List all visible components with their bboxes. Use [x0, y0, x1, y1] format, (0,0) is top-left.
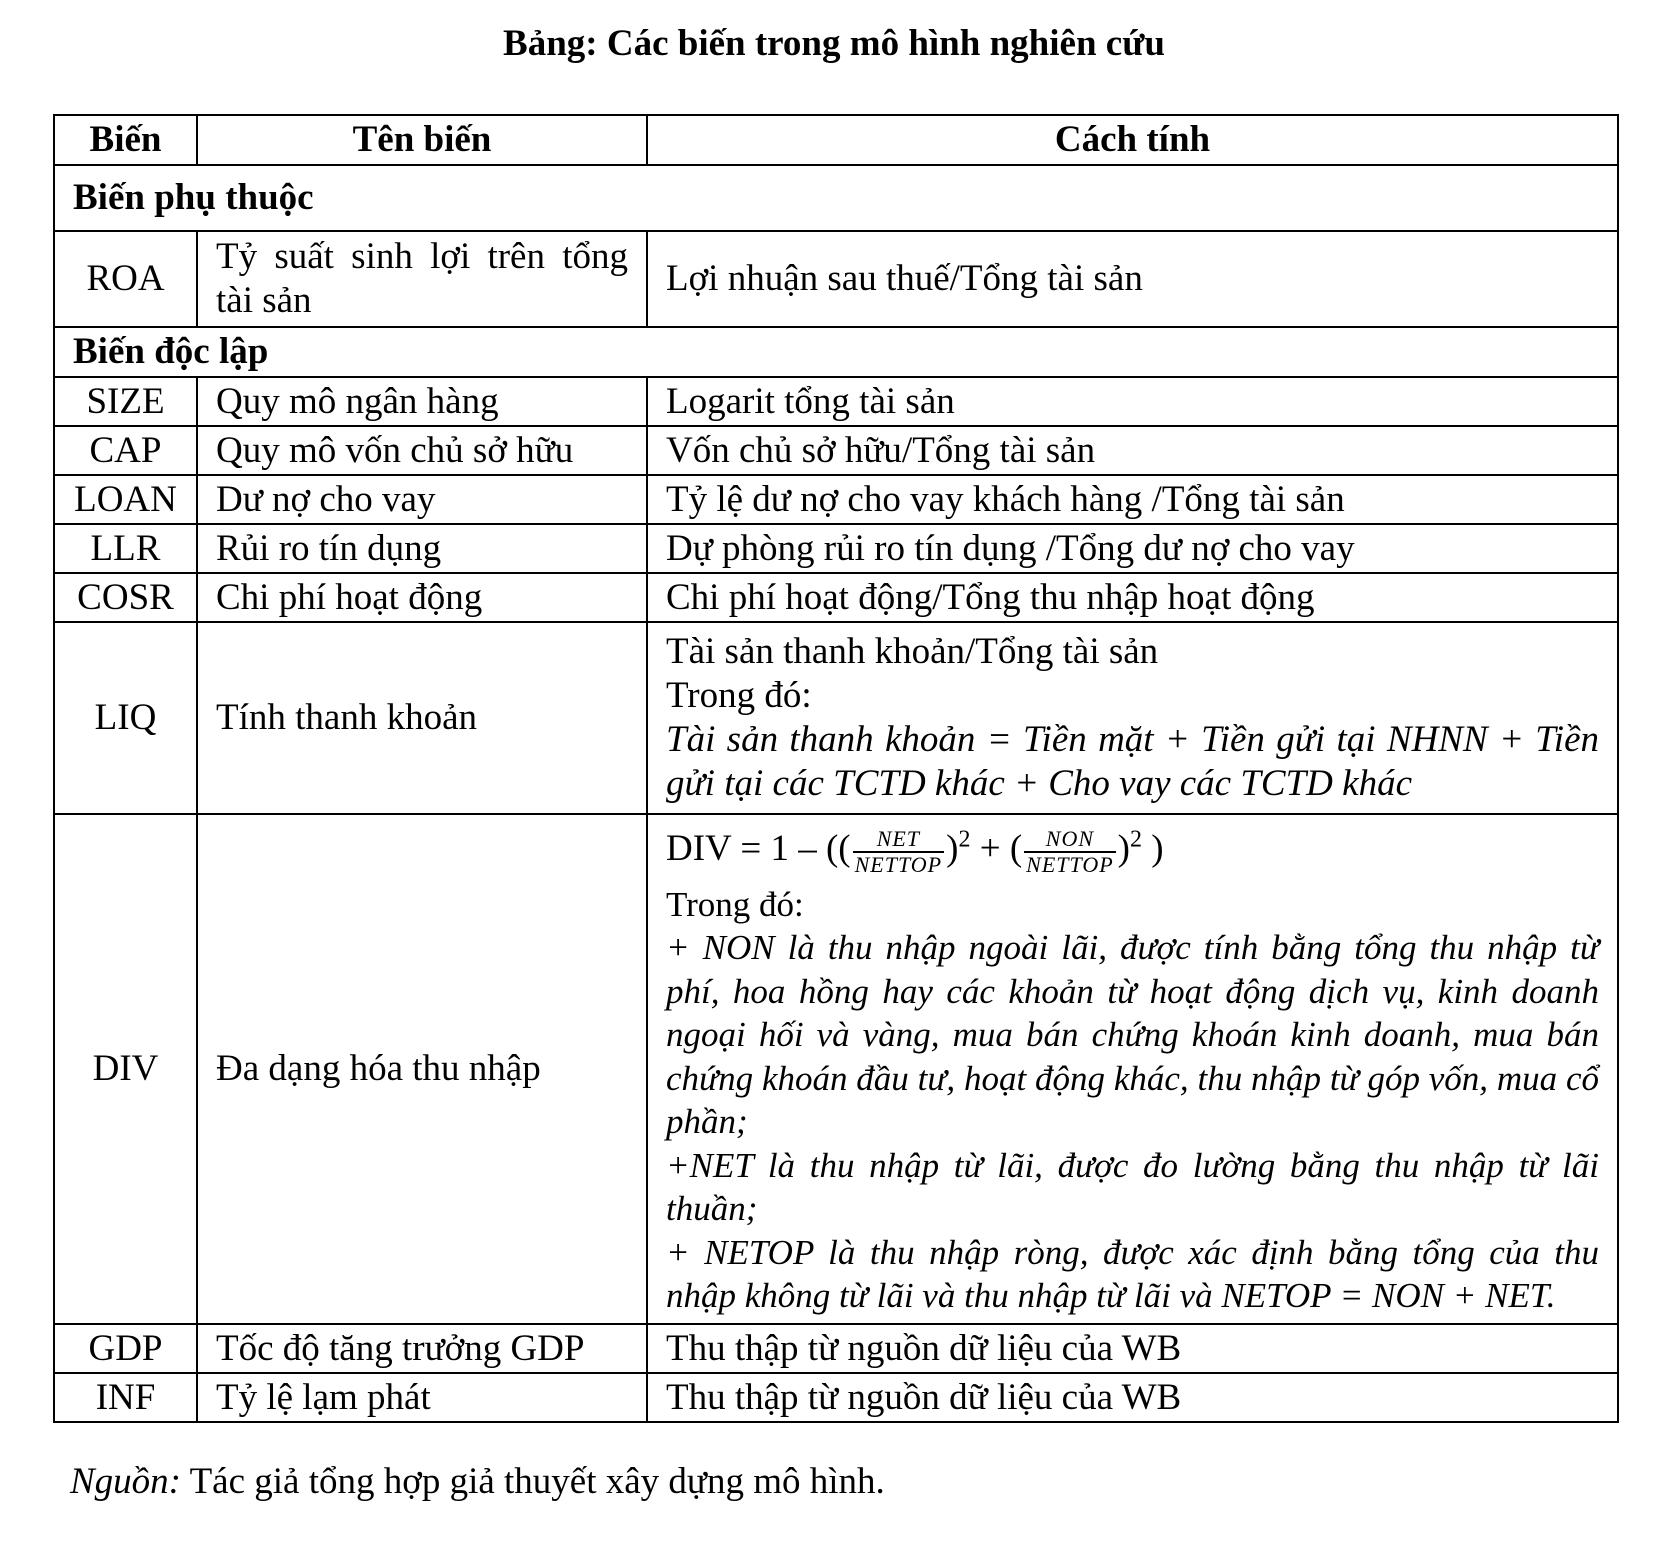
variable-calculation: Logarit tổng tài sản: [647, 377, 1618, 426]
group-dependent-label: Biến phụ thuộc: [54, 165, 1618, 231]
table-row: [54, 573, 1618, 622]
formula-exponent: 2: [1130, 826, 1142, 853]
formula-end: ): [1142, 828, 1164, 870]
variable-name: Quy mô ngân hàng: [197, 377, 647, 426]
variable-name-line1: Tỷ suất sinh lợi trên tổng: [216, 236, 628, 277]
variable-name-line2: tài sản: [216, 280, 312, 321]
formula-close: ): [946, 828, 959, 870]
variable-code: SIZE: [54, 377, 197, 426]
source-label: Nguồn:: [70, 1461, 181, 1502]
table-row: [54, 1373, 1618, 1422]
formula-prefix: DIV = 1 – ((: [666, 828, 851, 870]
variable-calculation: Thu thập từ nguồn dữ liệu của WB: [647, 1373, 1618, 1422]
div-non-definition: + NON là thu nhập ngoài lãi, được tính bằng tổng thu nhập từ phí, hoa hồng hay các khoản từ hoạt động dịch vụ, kinh doanh ngoại hối và vàng, mua bán chứng khoán kinh doanh, mua bán chứng khoán đầu tư, hoạt động khác, thu nhập từ góp vốn, mua cổ phần;: [666, 928, 1599, 1142]
header-calculation: Cách tính: [647, 115, 1618, 165]
variable-name: Rủi ro tín dụng: [197, 524, 647, 573]
variable-name: Quy mô vốn chủ sở hữu: [197, 426, 647, 475]
group-row-independent: [54, 327, 1618, 377]
fraction-net-nettop: [853, 827, 945, 877]
fraction-numerator: NET: [853, 827, 945, 853]
variable-calculation: Thu thập từ nguồn dữ liệu của WB: [647, 1324, 1618, 1373]
variables-table: [53, 114, 1619, 1423]
variable-calculation: Lợi nhuận sau thuế/Tổng tài sản: [647, 231, 1618, 327]
fraction-denominator: NETTOP: [854, 851, 943, 877]
variable-code: LOAN: [54, 475, 197, 524]
source-note: [70, 1458, 885, 1506]
table-row: [54, 377, 1618, 426]
variable-code: LIQ: [54, 622, 197, 814]
variable-calculation: Chi phí hoạt động/Tổng thu nhập hoạt động: [647, 573, 1618, 622]
variable-calculation: Tỷ lệ dư nợ cho vay khách hàng /Tổng tài sản: [647, 475, 1618, 524]
liq-definition: Tài sản thanh khoản = Tiền mặt + Tiền gửi tại NHNN + Tiền gửi tại các TCTD khác + Cho vay các TCTD khác: [666, 719, 1599, 804]
header-variable-name: Tên biến: [197, 115, 647, 165]
div-where-label: Trong đó:: [666, 884, 804, 924]
table-row: [54, 426, 1618, 475]
variable-code: COSR: [54, 573, 197, 622]
header-row: [54, 115, 1618, 165]
div-formula: [666, 824, 1599, 877]
header-variable: Biến: [54, 115, 197, 165]
variable-calculation: [647, 814, 1618, 1324]
table-row-liq: [54, 622, 1618, 814]
variable-calculation: Vốn chủ sở hữu/Tổng tài sản: [647, 426, 1618, 475]
table-row-roa: [54, 231, 1618, 327]
formula-exponent: 2: [958, 826, 971, 853]
fraction-numerator: NON: [1024, 827, 1116, 853]
source-text: Tác giả tổng hợp giả thuyết xây dựng mô hình.: [181, 1461, 885, 1502]
variable-calculation: [647, 622, 1618, 814]
table-row: [54, 524, 1618, 573]
variable-calculation: Dự phòng rủi ro tín dụng /Tổng dư nợ cho vay: [647, 524, 1618, 573]
fraction-non-nettop: [1024, 827, 1116, 877]
variable-code: GDP: [54, 1324, 197, 1373]
variable-code: DIV: [54, 814, 197, 1324]
variable-code: ROA: [54, 231, 197, 327]
liq-calc-line: Tài sản thanh khoản/Tổng tài sản: [666, 631, 1159, 672]
formula-plus: + (: [970, 828, 1023, 870]
variable-name: [197, 231, 647, 327]
group-independent-label: Biến độc lập: [54, 327, 1618, 377]
variable-name: Tính thanh khoản: [197, 622, 647, 814]
variable-code: CAP: [54, 426, 197, 475]
table-row: [54, 1324, 1618, 1373]
liq-where-label: Trong đó:: [666, 675, 812, 716]
formula-close: ): [1117, 828, 1130, 870]
variable-name: Chi phí hoạt động: [197, 573, 647, 622]
table-title: Bảng: Các biến trong mô hình nghiên cứu: [503, 23, 1165, 64]
variable-code: INF: [54, 1373, 197, 1422]
variable-name: Tốc độ tăng trưởng GDP: [197, 1324, 647, 1373]
variable-name: Dư nợ cho vay: [197, 475, 647, 524]
div-net-definition: +NET là thu nhập từ lãi, được đo lường bằng thu nhập từ lãi thuần;: [666, 1145, 1599, 1229]
div-netop-definition: + NETOP là thu nhập ròng, được xác định bằng tổng của thu nhập không từ lãi và thu nhập từ lãi và NETOP = NON + NET.: [666, 1232, 1599, 1316]
group-row-dependent: [54, 165, 1618, 231]
variable-code: LLR: [54, 524, 197, 573]
fraction-denominator: NETTOP: [1026, 851, 1114, 877]
variable-name: Tỷ lệ lạm phát: [197, 1373, 647, 1422]
table-row-div: [54, 814, 1618, 1324]
variable-name: Đa dạng hóa thu nhập: [197, 814, 647, 1324]
table-row: [54, 475, 1618, 524]
